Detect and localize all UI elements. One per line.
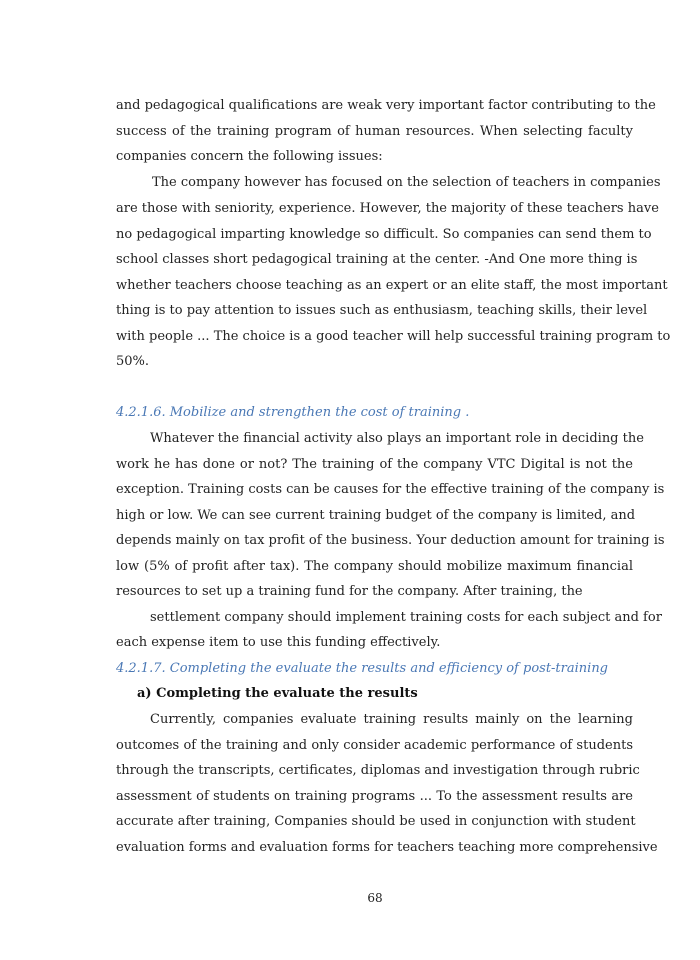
text-line: accurate after training, Companies should be used in conjunction with student [116, 814, 636, 829]
text-line: each expense item to use this funding effectively. [116, 635, 441, 650]
text-line: settlement company should implement training costs for each subject and for [150, 610, 662, 625]
text-line: Whatever the financial activity also plays an important role in deciding the [150, 431, 644, 446]
text-line: depends mainly on tax profit of the business. Your deduction amount for training is [116, 533, 665, 548]
text-line: The company however has focused on the selection of teachers in companies [152, 175, 661, 190]
text-line: assessment of students on training programs ... To the assessment results are [116, 789, 633, 804]
text-line: Currently, companies evaluate training results mainly on the learning [150, 712, 633, 727]
text-line: work he has done or not? The training of the company VTC Digital is not the [116, 457, 633, 472]
text-line: high or low. We can see current training budget of the company is limited, and [116, 508, 636, 523]
text-line: thing is to pay attention to issues such as enthusiasm, teaching skills, their level [116, 303, 648, 318]
text-line: whether teachers choose teaching as an expert or an elite staff, the most important [116, 278, 668, 293]
text-line: no pedagogical imparting knowledge so difficult. So companies can send them to [116, 227, 652, 242]
text-line: low (5% of profit after tax). The company should mobilize maximum financial [116, 559, 633, 574]
text-line: and pedagogical qualifications are weak very important factor contributing to the [116, 98, 656, 113]
text-line: resources to set up a training fund for the company. After training, the [116, 584, 583, 599]
text-line: success of the training program of human resources. When selecting faculty [116, 124, 633, 139]
text-line: companies concern the following issues: [116, 149, 383, 164]
page-number: 68 [367, 891, 383, 905]
text-line: with people ... The choice is a good teacher will help successful training program to [116, 329, 671, 344]
text-line: evaluation forms and evaluation forms for teachers teaching more comprehensive [116, 840, 658, 855]
sub-heading: a) Completing the evaluate the results [137, 686, 418, 701]
text-line: exception. Training costs can be causes for the effective training of the company is [116, 482, 665, 497]
text-line: 50%. [116, 354, 150, 369]
section-heading-4-2-1-7: 4.2.1.7. Completing the evaluate the results and efficiency of post-training [116, 661, 609, 676]
text-line: school classes short pedagogical training at the center. -And One more thing is [116, 252, 638, 267]
section-heading-4-2-1-6: 4.2.1.6. Mobilize and strengthen the cost of training . [116, 405, 470, 420]
text-line: outcomes of the training and only consider academic performance of students [116, 738, 633, 753]
text-line: are those with seniority, experience. However, the majority of these teachers have [116, 201, 659, 216]
text-line: through the transcripts, certificates, diplomas and investigation through rubric [116, 763, 640, 778]
